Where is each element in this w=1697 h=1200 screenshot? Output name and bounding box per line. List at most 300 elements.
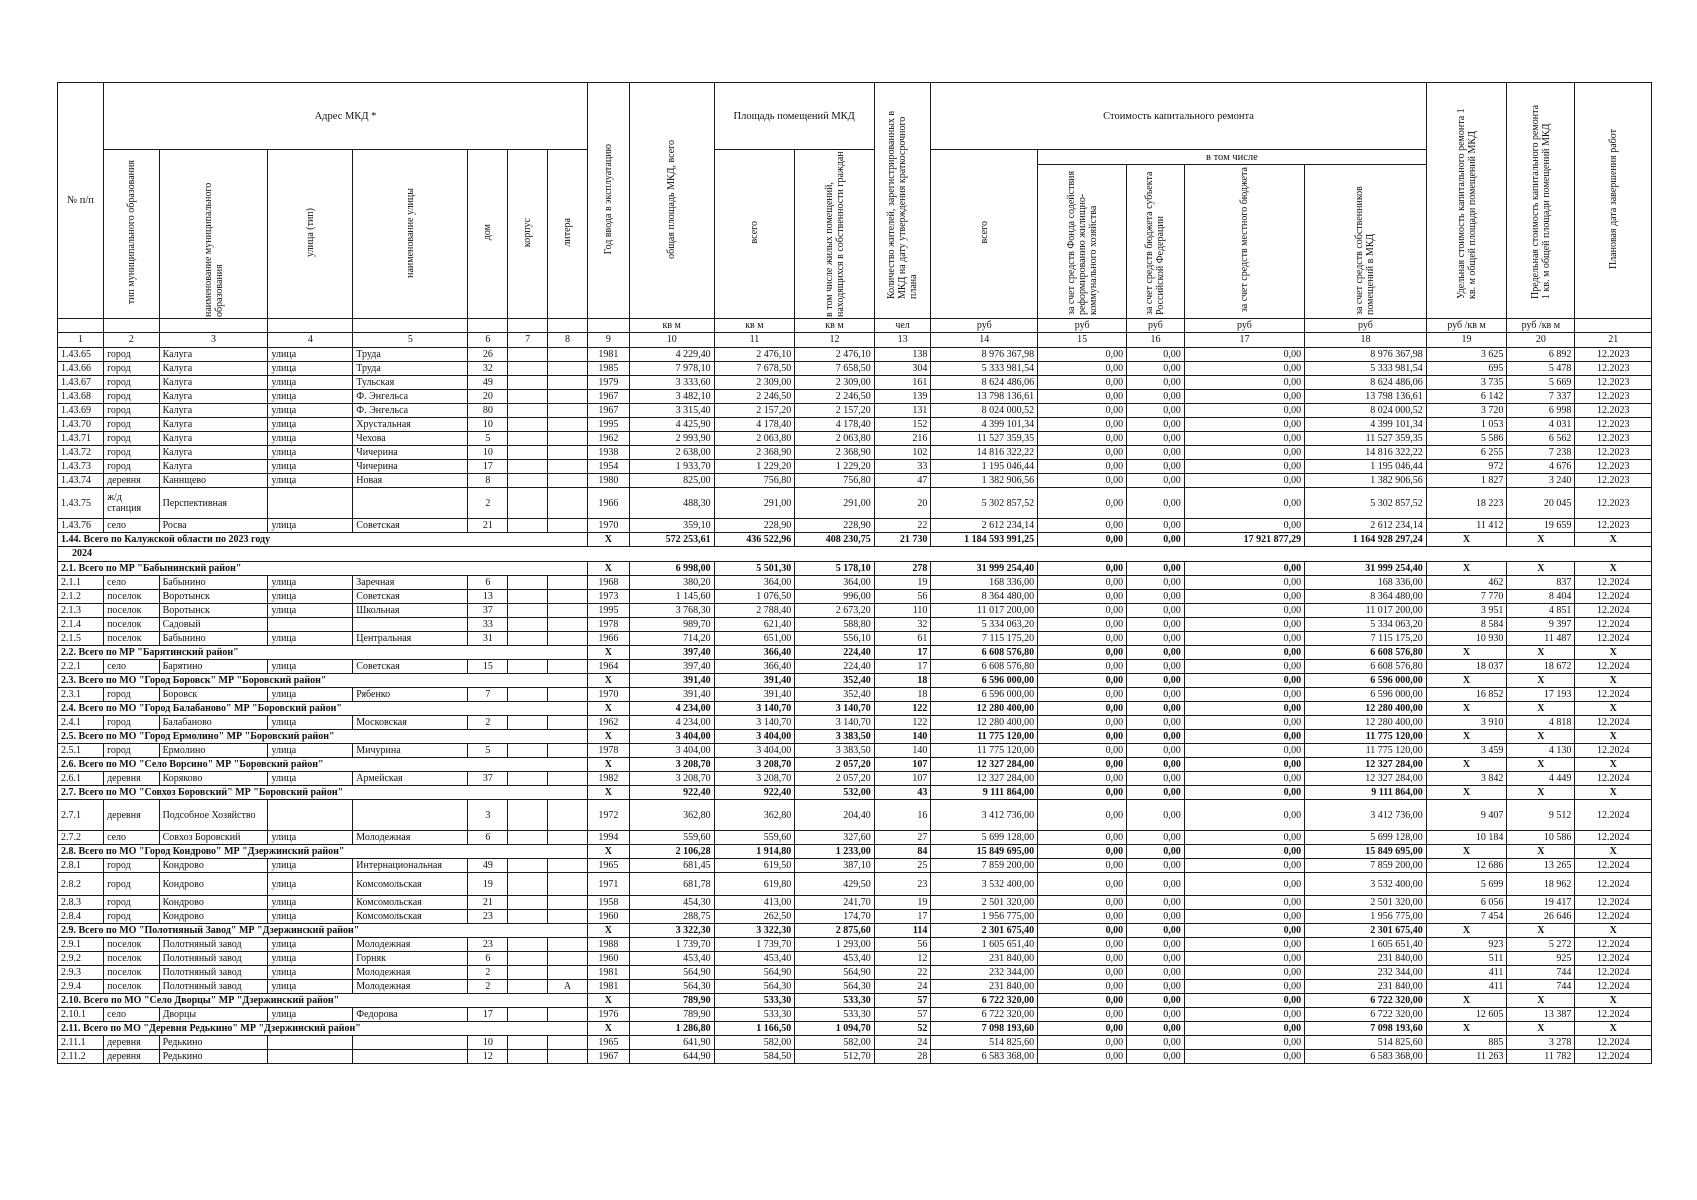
table-cell: 1970 xyxy=(587,688,629,702)
table-cell: 13 798 136,61 xyxy=(1305,390,1427,404)
table-cell: 80 xyxy=(468,404,508,418)
table-cell: 12.2024 xyxy=(1575,604,1652,618)
subtotal-cell: 0,00 xyxy=(1038,730,1127,744)
table-cell xyxy=(548,632,588,646)
subtotal-cell: 3 140,70 xyxy=(795,702,875,716)
table-cell: Дворцы xyxy=(159,1008,268,1022)
table-cell: 2 063,80 xyxy=(795,432,875,446)
table-cell: 49 xyxy=(468,376,508,390)
header-region: за счет средств бюджета субъекта Российской Федерации xyxy=(1127,165,1185,319)
table-cell: 2.1.3 xyxy=(58,604,104,618)
table-cell: 231 840,00 xyxy=(1305,980,1427,994)
table-cell xyxy=(508,618,548,632)
table-cell: 2 xyxy=(468,716,508,730)
table-cell: 12 280 400,00 xyxy=(1305,716,1427,730)
table-cell: 4 178,40 xyxy=(795,418,875,432)
subtotal-row xyxy=(58,533,1652,547)
table-cell: 0,00 xyxy=(1184,460,1304,474)
table-cell: 12.2024 xyxy=(1575,590,1652,604)
table-cell: Полотняный завод xyxy=(159,952,268,966)
subtotal-cell: X xyxy=(1426,674,1507,688)
table-cell: 291,00 xyxy=(714,488,795,519)
table-cell: 262,50 xyxy=(714,910,795,924)
subtotal-cell: X xyxy=(587,924,629,938)
table-cell: 138 xyxy=(874,348,931,362)
table-cell: 1995 xyxy=(587,418,629,432)
header-owners: за счет средств собственников помещений в МКД xyxy=(1305,165,1427,319)
table-cell xyxy=(548,390,588,404)
table-cell: город xyxy=(104,716,160,730)
table-cell: 7 115 175,20 xyxy=(931,632,1038,646)
units-row xyxy=(58,319,1652,333)
subtotal-cell: 3 140,70 xyxy=(714,702,795,716)
table-cell: 17 193 xyxy=(1507,688,1575,702)
table-cell: 8 024 000,52 xyxy=(1305,404,1427,418)
subtotal-cell: X xyxy=(1426,533,1507,547)
table-cell xyxy=(508,474,548,488)
table-cell: 11 775 120,00 xyxy=(1305,744,1427,758)
table-cell: 0,00 xyxy=(1184,688,1304,702)
table-cell xyxy=(508,576,548,590)
table-cell: 12.2024 xyxy=(1575,831,1652,845)
table-cell: 825,00 xyxy=(629,474,714,488)
table-cell: поселок xyxy=(104,966,160,980)
table-header xyxy=(58,83,1652,348)
table-cell: Калуга xyxy=(159,432,268,446)
table-cell: 12.2023 xyxy=(1575,348,1652,362)
table-cell: 2.10.1 xyxy=(58,1008,104,1022)
table-cell: Полотняный завод xyxy=(159,980,268,994)
table-cell: улица xyxy=(268,576,353,590)
table-cell xyxy=(268,1036,353,1050)
table-cell: 4 676 xyxy=(1507,460,1575,474)
table-cell: 47 xyxy=(874,474,931,488)
table-cell: 1962 xyxy=(587,716,629,730)
subtotal-label: 2.11. Всего по МО "Деревня Редькино" МР "Дзержинский район" xyxy=(58,1022,588,1036)
table-cell: 564,90 xyxy=(795,966,875,980)
subtotal-cell: X xyxy=(1426,562,1507,576)
subtotal-cell: 1 166,50 xyxy=(714,1022,795,1036)
table-cell: город xyxy=(104,432,160,446)
subtotal-row xyxy=(58,845,1652,859)
table-cell: 0,00 xyxy=(1127,404,1185,418)
subtotal-cell: 114 xyxy=(874,924,931,938)
subtotal-cell: 9 111 864,00 xyxy=(1305,786,1427,800)
table-cell: 2.1.4 xyxy=(58,618,104,632)
table-cell: 11 527 359,35 xyxy=(931,432,1038,446)
table-cell: 1967 xyxy=(587,404,629,418)
table-cell: 1 229,20 xyxy=(795,460,875,474)
subtotal-cell: 278 xyxy=(874,562,931,576)
unit-cell: руб xyxy=(1127,319,1185,333)
table-cell: 12.2023 xyxy=(1575,432,1652,446)
table-cell: 681,45 xyxy=(629,859,714,873)
subtotal-cell: 0,00 xyxy=(1038,533,1127,547)
table-cell: 2 476,10 xyxy=(795,348,875,362)
subtotal-cell: X xyxy=(587,646,629,660)
table-cell: Калуга xyxy=(159,460,268,474)
subtotal-cell: 0,00 xyxy=(1184,786,1304,800)
table-cell: 56 xyxy=(874,590,931,604)
table-cell: 7 238 xyxy=(1507,446,1575,460)
subtotal-cell: 1 914,80 xyxy=(714,845,795,859)
table-cell xyxy=(508,873,548,896)
subtotal-cell: X xyxy=(1575,994,1652,1008)
table-cell: улица xyxy=(268,896,353,910)
table-cell: 16 852 xyxy=(1426,688,1507,702)
table-cell: 8 404 xyxy=(1507,590,1575,604)
table-cell: 0,00 xyxy=(1038,966,1127,980)
table-cell: город xyxy=(104,390,160,404)
table-cell: 3 842 xyxy=(1426,772,1507,786)
subtotal-cell: 11 775 120,00 xyxy=(1305,730,1427,744)
table-cell: 37 xyxy=(468,772,508,786)
subtotal-cell: X xyxy=(1575,786,1652,800)
table-cell: 232 344,00 xyxy=(1305,966,1427,980)
table-cell: 24 xyxy=(874,980,931,994)
table-cell: Редькино xyxy=(159,1050,268,1064)
table-cell: 12 280 400,00 xyxy=(931,716,1038,730)
table-cell: 0,00 xyxy=(1184,744,1304,758)
table-cell: 0,00 xyxy=(1038,348,1127,362)
table-cell: 2 368,90 xyxy=(795,446,875,460)
table-cell: 20 xyxy=(874,488,931,519)
table-cell: улица xyxy=(268,404,353,418)
unit-cell xyxy=(508,319,548,333)
subtotal-cell: 0,00 xyxy=(1127,758,1185,772)
table-cell: 14 816 322,22 xyxy=(931,446,1038,460)
table-cell: 885 xyxy=(1426,1036,1507,1050)
column-index-cell: 11 xyxy=(714,333,795,348)
table-cell: 0,00 xyxy=(1184,604,1304,618)
subtotal-row xyxy=(58,646,1652,660)
table-cell: 2.1.5 xyxy=(58,632,104,646)
table-cell: 12.2023 xyxy=(1575,418,1652,432)
table-cell xyxy=(548,474,588,488)
table-cell: 584,50 xyxy=(714,1050,795,1064)
table-cell: Калуга xyxy=(159,390,268,404)
table-cell: 0,00 xyxy=(1127,1036,1185,1050)
subtotal-row xyxy=(58,730,1652,744)
table-cell: 12.2024 xyxy=(1575,859,1652,873)
table-cell: 31 xyxy=(468,632,508,646)
table-cell: 5 xyxy=(468,744,508,758)
table-cell: улица xyxy=(268,390,353,404)
table-cell: город xyxy=(104,859,160,873)
table-cell: улица xyxy=(268,519,353,533)
subtotal-cell: 6 722 320,00 xyxy=(1305,994,1427,1008)
subtotal-cell: X xyxy=(1507,758,1575,772)
table-cell: 923 xyxy=(1426,938,1507,952)
table-cell: 12.2023 xyxy=(1575,474,1652,488)
table-cell: 1.43.76 xyxy=(58,519,104,533)
table-cell: 6 583 368,00 xyxy=(1305,1050,1427,1064)
table-cell: 0,00 xyxy=(1127,488,1185,519)
table-cell: 12.2024 xyxy=(1575,910,1652,924)
subtotal-cell: 0,00 xyxy=(1184,994,1304,1008)
table-row xyxy=(58,418,1652,432)
table-row xyxy=(58,376,1652,390)
table-cell: 6 056 xyxy=(1426,896,1507,910)
table-cell: 0,00 xyxy=(1127,896,1185,910)
table-cell: 0,00 xyxy=(1127,688,1185,702)
column-index-cell: 17 xyxy=(1184,333,1304,348)
table-cell: 0,00 xyxy=(1184,362,1304,376)
subtotal-cell: 6 596 000,00 xyxy=(1305,674,1427,688)
table-row xyxy=(58,488,1652,519)
column-index-cell: 4 xyxy=(268,333,353,348)
table-cell: 391,40 xyxy=(629,688,714,702)
table-cell: 19 xyxy=(874,576,931,590)
table-cell: 16 xyxy=(874,800,931,831)
table-cell: улица xyxy=(268,418,353,432)
table-cell xyxy=(353,800,468,831)
table-cell: 12 xyxy=(874,952,931,966)
table-cell: 2 309,00 xyxy=(714,376,795,390)
table-cell: 0,00 xyxy=(1184,952,1304,966)
subtotal-cell: X xyxy=(1575,730,1652,744)
table-cell xyxy=(548,831,588,845)
table-cell: 1979 xyxy=(587,376,629,390)
table-cell: 12.2024 xyxy=(1575,576,1652,590)
column-index-cell: 10 xyxy=(629,333,714,348)
subtotal-cell: X xyxy=(1575,845,1652,859)
table-cell: улица xyxy=(268,362,353,376)
table-cell: 5 699 xyxy=(1426,873,1507,896)
subtotal-cell: 5 178,10 xyxy=(795,562,875,576)
table-cell: 5 478 xyxy=(1507,362,1575,376)
table-cell xyxy=(548,576,588,590)
table-cell: Калуга xyxy=(159,376,268,390)
table-cell: 7 859 200,00 xyxy=(931,859,1038,873)
table-cell: 1954 xyxy=(587,460,629,474)
table-row xyxy=(58,980,1652,994)
table-cell: 0,00 xyxy=(1184,474,1304,488)
header-area-group: Площадь помещений МКД xyxy=(714,83,874,150)
table-cell: 588,80 xyxy=(795,618,875,632)
header-plan-date: Плановая дата завершения работ xyxy=(1575,83,1652,319)
table-cell: 11 775 120,00 xyxy=(931,744,1038,758)
table-row xyxy=(58,1008,1652,1022)
table-cell: 10 586 xyxy=(1507,831,1575,845)
table-cell: 533,30 xyxy=(795,1008,875,1022)
header-no: № п/п xyxy=(58,83,104,319)
table-cell: 11 527 359,35 xyxy=(1305,432,1427,446)
table-cell: 0,00 xyxy=(1038,460,1127,474)
table-cell: 102 xyxy=(874,446,931,460)
table-cell: 204,40 xyxy=(795,800,875,831)
table-cell: 359,10 xyxy=(629,519,714,533)
table-cell: 231 840,00 xyxy=(1305,952,1427,966)
table-cell: Советская xyxy=(353,590,468,604)
table-cell: Бабынино xyxy=(159,576,268,590)
table-cell: 241,70 xyxy=(795,896,875,910)
table-cell: 4 234,00 xyxy=(629,716,714,730)
table-cell: 0,00 xyxy=(1038,1050,1127,1064)
table-cell: 7 978,10 xyxy=(629,362,714,376)
subtotal-cell: 84 xyxy=(874,845,931,859)
table-cell xyxy=(268,618,353,632)
table-cell: 11 017 200,00 xyxy=(931,604,1038,618)
table-cell: 12.2024 xyxy=(1575,966,1652,980)
table-cell: 12 686 xyxy=(1426,859,1507,873)
table-cell: 0,00 xyxy=(1127,772,1185,786)
table-cell: 8 624 486,06 xyxy=(1305,376,1427,390)
table-cell: 25 xyxy=(874,859,931,873)
table-cell: 789,90 xyxy=(629,1008,714,1022)
table-cell: 2.6.1 xyxy=(58,772,104,786)
table-cell: 33 xyxy=(468,618,508,632)
table-cell: 5 272 xyxy=(1507,938,1575,952)
header-address: Адрес МКД * xyxy=(104,83,588,150)
subtotal-cell: X xyxy=(587,730,629,744)
table-cell: 564,30 xyxy=(629,980,714,994)
subtotal-cell: 391,40 xyxy=(629,674,714,688)
table-cell: 2.3.1 xyxy=(58,688,104,702)
subtotal-cell: 31 999 254,40 xyxy=(1305,562,1427,576)
subtotal-cell: 7 098 193,60 xyxy=(931,1022,1038,1036)
table-cell: село xyxy=(104,1008,160,1022)
table-cell: 22 xyxy=(874,519,931,533)
table-cell: 714,20 xyxy=(629,632,714,646)
table-cell: 5 334 063,20 xyxy=(931,618,1038,632)
table-cell xyxy=(548,660,588,674)
subtotal-cell: 0,00 xyxy=(1038,994,1127,1008)
table-cell: улица xyxy=(268,590,353,604)
subtotal-cell: 3 322,30 xyxy=(629,924,714,938)
table-cell: 1965 xyxy=(587,859,629,873)
table-cell: 12 327 284,00 xyxy=(931,772,1038,786)
table-cell: 3 951 xyxy=(1426,604,1507,618)
table-cell: 49 xyxy=(468,859,508,873)
table-cell: деревня xyxy=(104,772,160,786)
subtotal-cell: X xyxy=(587,702,629,716)
subtotal-label: 2.8. Всего по МО "Город Кондрово" МР "Дзержинский район" xyxy=(58,845,588,859)
subtotal-row xyxy=(58,674,1652,688)
table-cell xyxy=(508,390,548,404)
table-cell: 152 xyxy=(874,418,931,432)
subtotal-cell: 6 998,00 xyxy=(629,562,714,576)
table-cell: 0,00 xyxy=(1184,873,1304,896)
table-cell: 4 178,40 xyxy=(714,418,795,432)
unit-cell: руб xyxy=(1038,319,1127,333)
table-cell: 0,00 xyxy=(1038,390,1127,404)
table-cell: 12.2023 xyxy=(1575,488,1652,519)
table-cell: 10 xyxy=(468,1036,508,1050)
table-cell: 380,20 xyxy=(629,576,714,590)
subtotal-cell: 12 327 284,00 xyxy=(1305,758,1427,772)
table-cell: 12.2024 xyxy=(1575,1008,1652,1022)
table-cell: 0,00 xyxy=(1038,688,1127,702)
table-cell: 0,00 xyxy=(1184,800,1304,831)
table-cell: 362,80 xyxy=(629,800,714,831)
table-cell: 0,00 xyxy=(1038,910,1127,924)
table-cell: 1995 xyxy=(587,604,629,618)
table-cell: 0,00 xyxy=(1038,660,1127,674)
table-cell: улица xyxy=(268,376,353,390)
table-cell: 5 333 981,54 xyxy=(1305,362,1427,376)
subtotal-cell: X xyxy=(1575,758,1652,772)
table-cell: 0,00 xyxy=(1127,910,1185,924)
table-cell: 12 327 284,00 xyxy=(1305,772,1427,786)
table-cell: 1 145,60 xyxy=(629,590,714,604)
subtotal-cell: 1 164 928 297,24 xyxy=(1305,533,1427,547)
table-row xyxy=(58,910,1652,924)
subtotal-cell: 1 184 593 991,25 xyxy=(931,533,1038,547)
table-cell: 3 140,70 xyxy=(795,716,875,730)
header-incl: в том числе xyxy=(1038,150,1427,165)
table-cell: 0,00 xyxy=(1184,590,1304,604)
table-cell: 6 608 576,80 xyxy=(931,660,1038,674)
table-cell xyxy=(508,966,548,980)
subtotal-row xyxy=(58,562,1652,576)
subtotal-cell: X xyxy=(1507,924,1575,938)
table-cell: Редькино xyxy=(159,1036,268,1050)
table-cell: 1 195 046,44 xyxy=(1305,460,1427,474)
subtotal-cell: 436 522,96 xyxy=(714,533,795,547)
table-cell: 0,00 xyxy=(1184,390,1304,404)
table-cell: 644,90 xyxy=(629,1050,714,1064)
subtotal-cell: 0,00 xyxy=(1127,994,1185,1008)
table-cell: 1968 xyxy=(587,576,629,590)
table-cell: 0,00 xyxy=(1184,660,1304,674)
table-cell xyxy=(548,604,588,618)
subtotal-cell: 21 730 xyxy=(874,533,931,547)
subtotal-cell: 11 775 120,00 xyxy=(931,730,1038,744)
table-cell: 1 739,70 xyxy=(714,938,795,952)
table-cell xyxy=(548,772,588,786)
table-cell: 7 115 175,20 xyxy=(1305,632,1427,646)
table-cell: 413,00 xyxy=(714,896,795,910)
table-cell: 3 240 xyxy=(1507,474,1575,488)
subtotal-cell: X xyxy=(587,533,629,547)
table-cell: 5 302 857,52 xyxy=(931,488,1038,519)
table-cell: 0,00 xyxy=(1038,404,1127,418)
table-cell: 1966 xyxy=(587,632,629,646)
table-cell: 9 397 xyxy=(1507,618,1575,632)
table-cell: 3 482,10 xyxy=(629,390,714,404)
table-cell: 514 825,60 xyxy=(931,1036,1038,1050)
subtotal-cell: 0,00 xyxy=(1184,845,1304,859)
subtotal-cell: 15 849 695,00 xyxy=(1305,845,1427,859)
table-cell: 352,40 xyxy=(795,688,875,702)
table-row xyxy=(58,432,1652,446)
table-cell: 0,00 xyxy=(1184,1050,1304,1064)
table-cell xyxy=(353,1050,468,1064)
table-cell: 56 xyxy=(874,938,931,952)
table-cell: город xyxy=(104,376,160,390)
subtotal-cell: 0,00 xyxy=(1038,702,1127,716)
subtotal-cell: X xyxy=(1426,646,1507,660)
table-cell xyxy=(548,1036,588,1050)
table-cell: 6 xyxy=(468,576,508,590)
table-cell: 12.2023 xyxy=(1575,446,1652,460)
table-cell: 0,00 xyxy=(1184,859,1304,873)
subtotal-cell: 0,00 xyxy=(1184,646,1304,660)
table-cell: 1971 xyxy=(587,873,629,896)
table-cell: 6 xyxy=(468,952,508,966)
table-cell: 556,10 xyxy=(795,632,875,646)
subtotal-label: 1.44. Всего по Калужской области по 2023 году xyxy=(58,533,588,547)
table-cell: 32 xyxy=(874,618,931,632)
table-cell: 564,90 xyxy=(714,966,795,980)
subtotal-cell: X xyxy=(587,994,629,1008)
table-cell: 17 xyxy=(874,910,931,924)
table-cell: Интернациональная xyxy=(353,859,468,873)
subtotal-label: 2.5. Всего по МО "Город Ермолино" МР "Боровский район" xyxy=(58,730,588,744)
header-cost-all: всего xyxy=(931,150,1038,319)
subtotal-cell: 0,00 xyxy=(1127,702,1185,716)
